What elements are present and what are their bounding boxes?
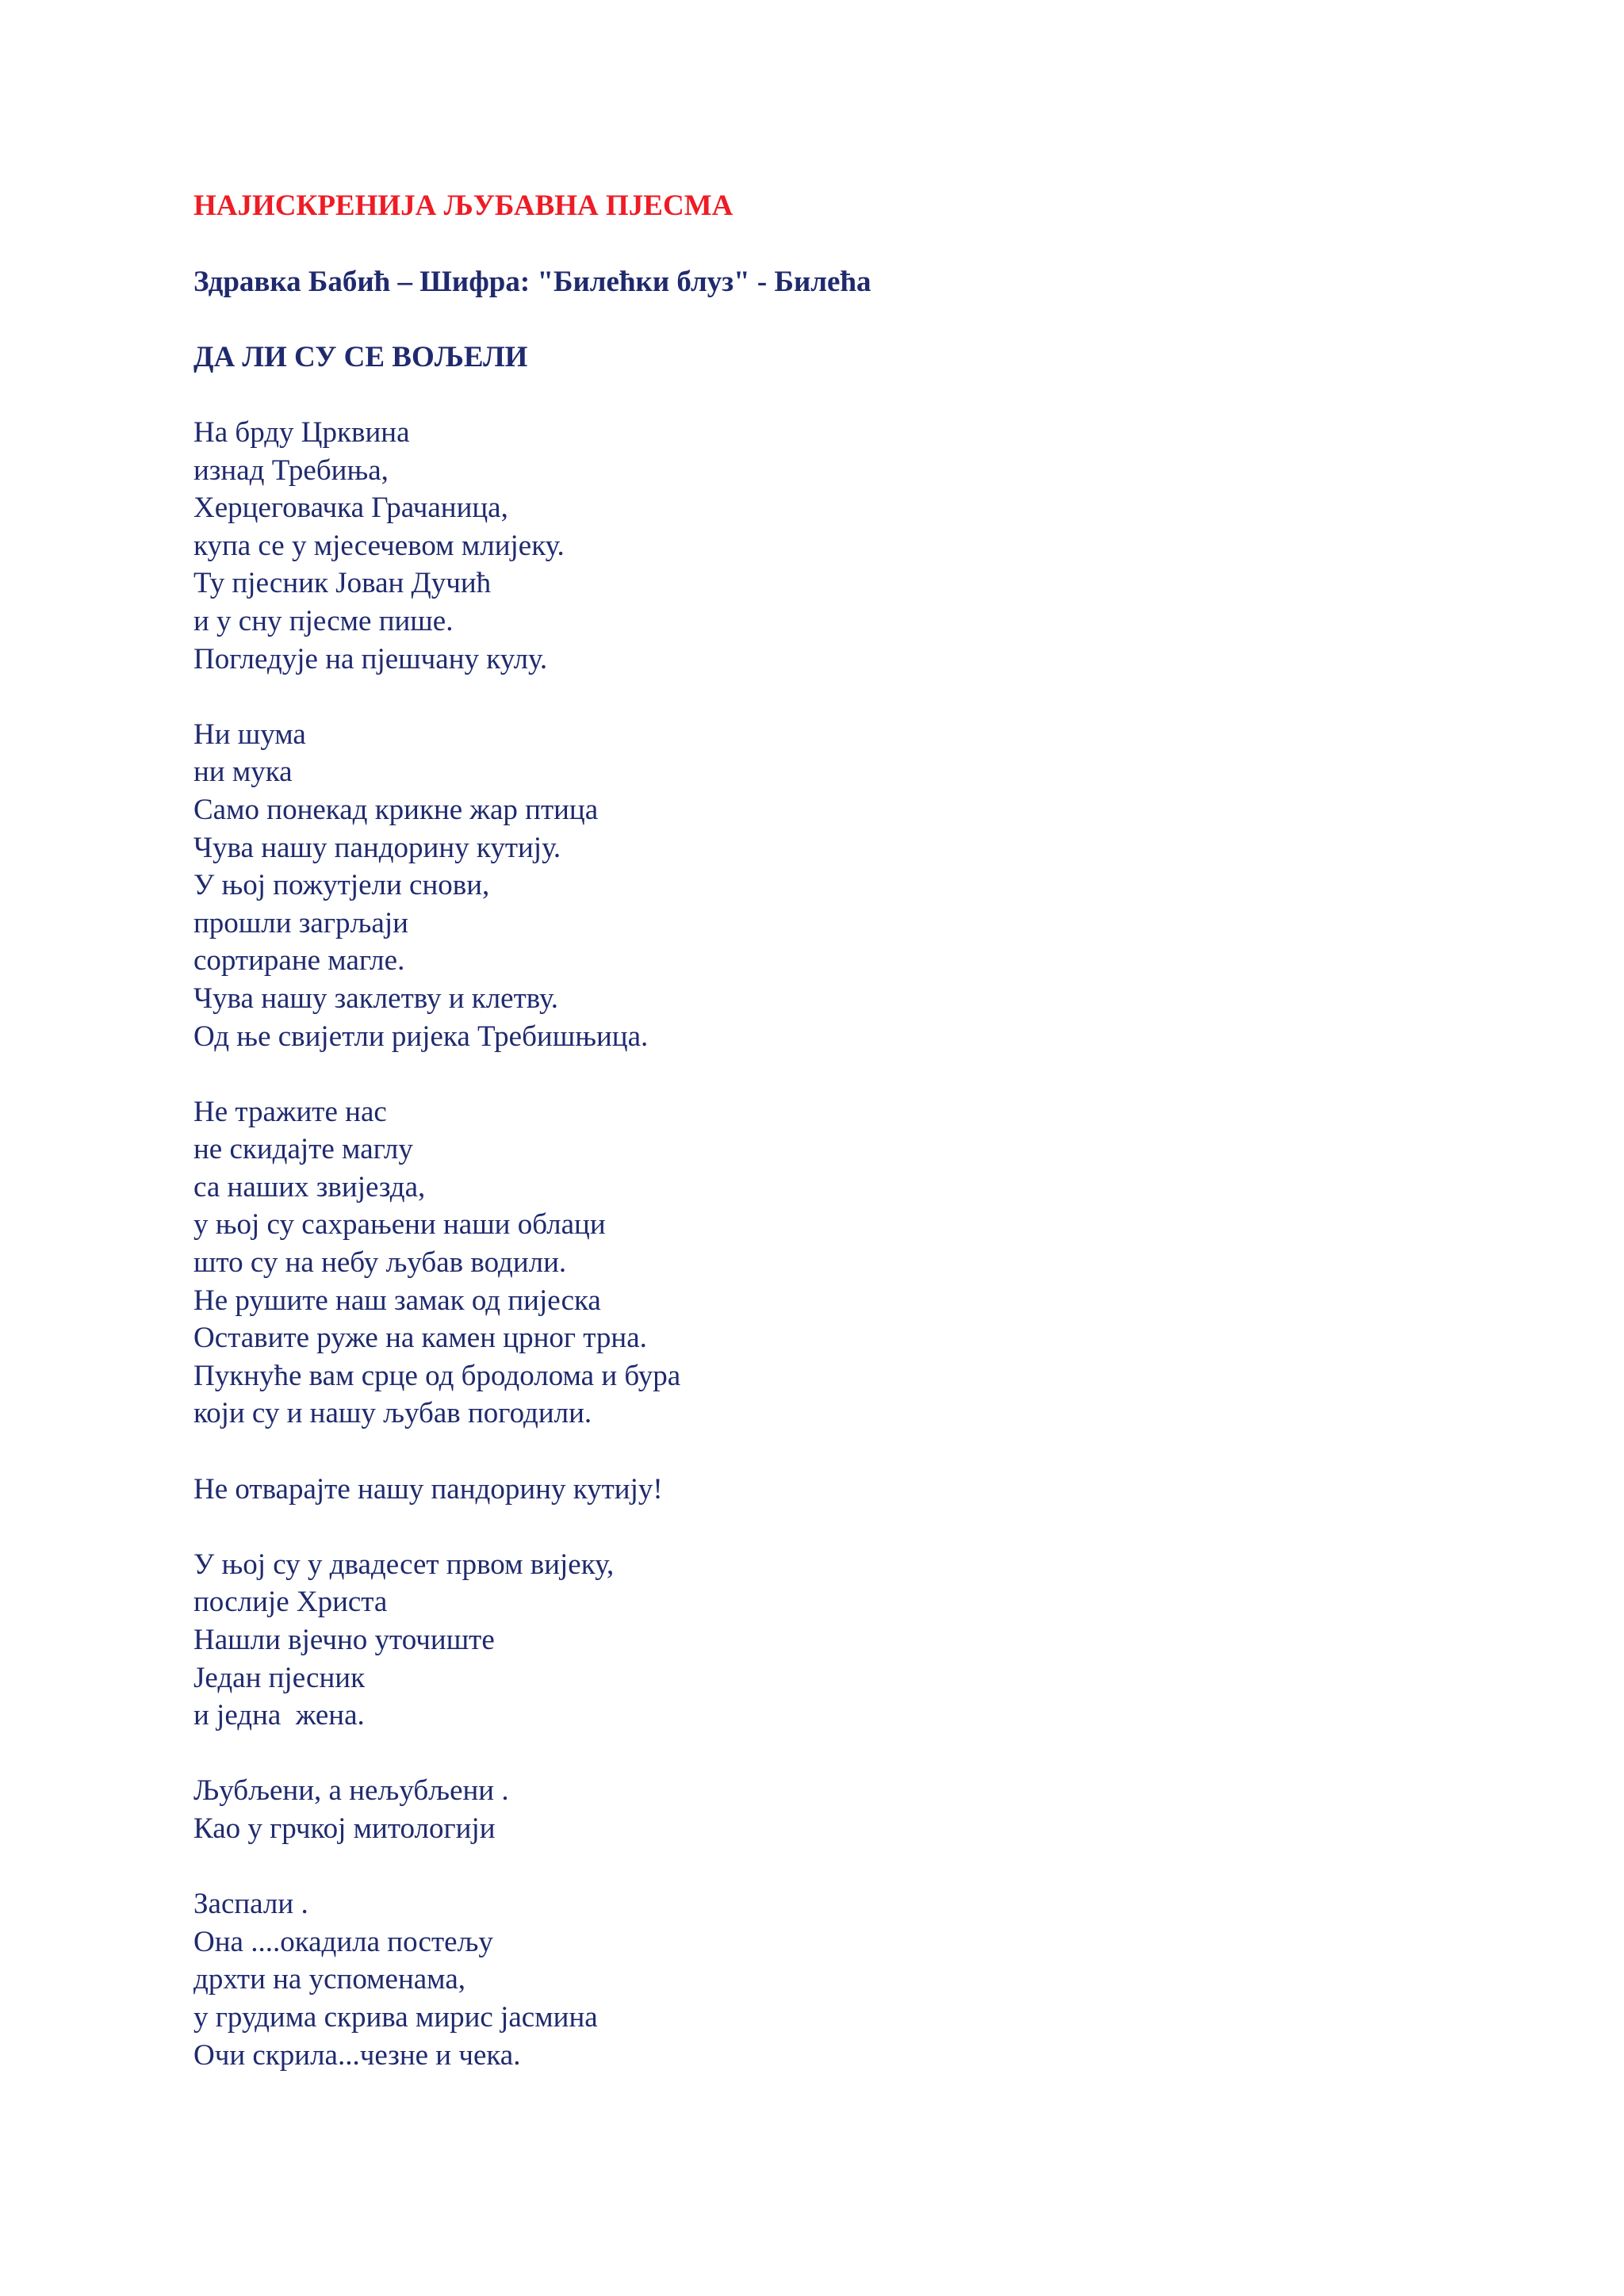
poem-line: у њој су сахрањени наши облаци	[193, 1208, 606, 1242]
poem-line: не скидајте маглу	[193, 1133, 413, 1166]
author-line: Здравка Бабић – Шифра: "Билећки блуз" - Билећа	[193, 266, 871, 298]
poem-stanza	[193, 716, 1431, 1055]
poem-line: Заспали .	[193, 1888, 308, 1921]
poem-line: Не отварајте нашу пандорину кутију!	[193, 1472, 663, 1506]
poem-stanza	[193, 1546, 1431, 1735]
poem-line: што су на небу љубав водили.	[193, 1246, 567, 1280]
document-page	[193, 187, 1431, 2112]
poem-line: и у сну пјесме пише.	[193, 604, 454, 637]
poem-line: Нашли вјечно уточиште	[193, 1624, 495, 1656]
poem-line: и једна жена.	[193, 1699, 365, 1732]
category-heading: НАЈИСКРЕНИЈА ЉУБАВНА ПЈЕСМА	[193, 189, 733, 222]
poem-line: прошли загрљаји	[193, 906, 408, 939]
poem-line: са наших звијезда,	[193, 1170, 426, 1203]
poem-stanza	[193, 1772, 1431, 1847]
poem-line: дрхти на успоменама,	[193, 1963, 466, 1996]
poem-stanza	[193, 1885, 1431, 2074]
poem-line: послије Христа	[193, 1586, 388, 1619]
poem-stanza	[193, 1093, 1431, 1433]
poem-line: У њој пожутјели снови,	[193, 869, 490, 902]
poem-line: Само понекад крикне жар птица	[193, 793, 599, 826]
poem-title: ДА ЛИ СУ СЕ ВОЉЕЛИ	[193, 341, 528, 373]
poem-line: Чува нашу пандорину кутију.	[193, 831, 561, 864]
poem-line: Од ње свијетли ријека Требишњица.	[193, 1020, 649, 1053]
poem-line: Чува нашу заклетву и клетву.	[193, 982, 559, 1015]
poem-line: сортиране магле.	[193, 944, 405, 978]
poem-line: ни мука	[193, 756, 293, 789]
poem-line: Не тражите нас	[193, 1095, 387, 1128]
poem-line: изнад Требиња,	[193, 453, 389, 487]
poem-line: Љубљени, а нељубљени .	[193, 1774, 509, 1808]
poem-line: Погледује на пјешчану кулу.	[193, 642, 548, 675]
poem-stanza	[193, 414, 1431, 678]
poem-line: Херцеговачка Грачаница,	[193, 492, 508, 525]
poem-line: Један пјесник	[193, 1661, 366, 1694]
poem-line: купа се у мјесечевом млијеку.	[193, 529, 565, 562]
poem-body	[193, 414, 1431, 2074]
poem-line: Оставите руже на камен црног трна.	[193, 1322, 647, 1355]
poem-line: који су и нашу љубав погодили.	[193, 1397, 592, 1430]
poem-line: у грудима скрива мирис јасмина	[193, 2000, 598, 2034]
poem-line: Ни шума	[193, 718, 306, 751]
poem-line: Она ....окадила постељу	[193, 1925, 493, 1958]
poem-line: У њој су у двадесет првом вијеку,	[193, 1548, 615, 1581]
poem-line: На брду Црквина	[193, 416, 410, 449]
poem-line: Као у грчкој митологији	[193, 1812, 496, 1845]
poem-line: Очи скрила...чезне и чека.	[193, 2038, 521, 2072]
poem-line: Не рушите наш замак од пијеска	[193, 1284, 601, 1317]
poem-stanza	[193, 1471, 1431, 1509]
poem-line: Ту пјесник Јован Дучић	[193, 567, 492, 600]
poem-line: Пукнуће вам срце од бродолома и бура	[193, 1359, 681, 1392]
